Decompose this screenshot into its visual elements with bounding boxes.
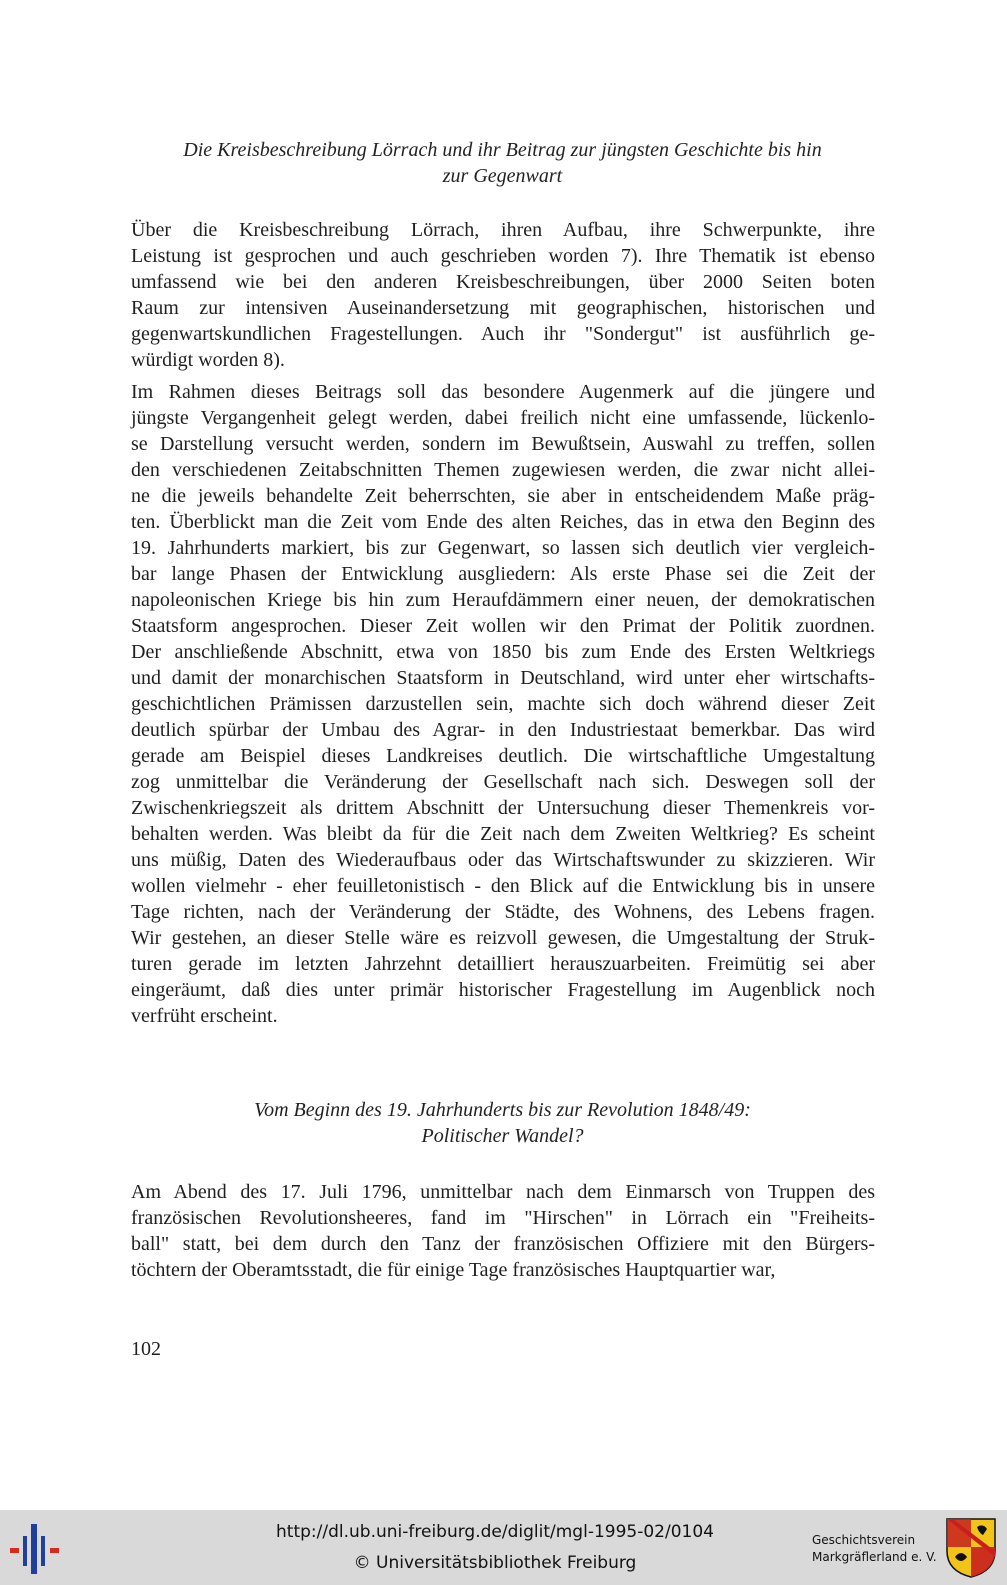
section-heading-2 — [130, 1097, 875, 1149]
paragraph-1 — [131, 217, 875, 373]
society-line: Geschichtsverein — [812, 1533, 916, 1547]
text-line: bar lange Phasen der Entwicklung ausgliedern: Als erste Phase sei die Zeit der — [131, 563, 875, 585]
heading-line: zur Gegenwart — [442, 165, 563, 187]
text-line: gegenwartskundlichen Fragestellungen. Auch ihr "Sondergut" ist ausführlich ge- — [131, 323, 875, 345]
text-line: wollen vielmehr - eher feuilletonistisch - den Blick auf die Entwicklung bis in unsere — [131, 875, 875, 897]
text-line: zog unmittelbar die Veränderung der Gesellschaft nach sich. Deswegen soll der — [131, 771, 875, 793]
text-line: jüngste Vergangenheit gelegt werden, dabei freilich nicht eine umfassende, lückenlo- — [131, 407, 875, 429]
text-line: Tage richten, nach der Veränderung der Städte, des Wohnens, des Lebens fragen. — [131, 901, 875, 923]
heading-line: Politischer Wandel? — [421, 1125, 584, 1147]
text-line: napoleonischen Kriege bis hin zum Heraufdämmern einer neuen, der demokratischen — [131, 589, 875, 611]
text-line: Der anschließende Abschnitt, etwa von 1850 bis zum Ende des Ersten Weltkriegs — [131, 641, 875, 663]
text-line: deutlich spürbar der Umbau des Agrar- in den Industriestaat bemerkbar. Das wird — [131, 719, 875, 741]
text-line: Leistung ist gesprochen und auch geschrieben worden 7). Ihre Thematik ist ebenso — [131, 245, 875, 267]
text-line: und damit der monarchischen Staatsform in Deutschland, wird unter eher wirtschafts- — [131, 667, 875, 689]
text-line: französischen Revolutionsheeres, fand im "Hirschen" in Lörrach ein "Freiheits- — [131, 1207, 875, 1229]
text-line: se Darstellung versucht werden, sondern im Bewußtsein, Auswahl zu treffen, sollen — [131, 433, 875, 455]
text-line: uns müßig, Daten des Wiederaufbaus oder das Wirtschaftswunder zu skizzieren. Wir — [131, 849, 875, 871]
text-line: Wir gestehen, an dieser Stelle wäre es reizvoll gewesen, die Umgestaltung der Struk- — [131, 927, 875, 949]
text-line: ten. Überblickt man die Zeit vom Ende des alten Reiches, das in etwa den Beginn des — [131, 511, 875, 533]
text-line: ball" statt, bei dem durch den Tanz der französischen Offiziere mit den Bürgers- — [131, 1233, 875, 1255]
text-line: Raum zur intensiven Auseinandersetzung mit geographischen, historischen und — [131, 297, 875, 319]
text-line: behalten werden. Was bleibt da für die Zeit nach dem Zweiten Weltkrieg? Es scheint — [131, 823, 875, 845]
text-line: Über die Kreisbeschreibung Lörrach, ihren Aufbau, ihre Schwerpunkte, ihre — [131, 219, 875, 241]
text-line: ne die jeweils behandelte Zeit beherrschten, sie aber in entscheidendem Maße präg- — [131, 485, 875, 507]
text-line: turen gerade im letzten Jahrzehnt detailliert herauszuarbeiten. Freimütig sei aber — [131, 953, 875, 975]
section-heading-1 — [130, 137, 875, 189]
heading-line: Die Kreisbeschreibung Lörrach und ihr Beitrag zur jüngsten Geschichte bis hin — [183, 139, 822, 161]
text-line: Staatsform angesprochen. Dieser Zeit wollen wir den Primat der Politik zuordnen. — [131, 615, 875, 637]
text-line: verfrüht erscheint. — [131, 1005, 278, 1027]
text-line: geschichtlichen Prämissen darzustellen sein, machte sich doch während dieser Zeit — [131, 693, 875, 715]
society-name — [812, 1532, 940, 1566]
text-line: Am Abend des 17. Juli 1796, unmittelbar nach dem Einmarsch von Truppen des — [131, 1181, 875, 1203]
text-line: eingeräumt, daß dies unter primär historischer Fragestellung im Augenblick noch — [131, 979, 875, 1001]
text-line: Zwischenkriegszeit als drittem Abschnitt der Untersuchung dieser Themenkreis vor- — [131, 797, 875, 819]
paragraph-2 — [131, 379, 875, 1029]
coat-of-arms-icon[interactable] — [945, 1517, 997, 1579]
page-number: 102 — [131, 1338, 161, 1360]
paragraph-3 — [131, 1179, 875, 1283]
society-line: Markgräflerland e. V. — [812, 1550, 937, 1564]
footer-bar — [0, 1510, 1007, 1585]
text-line: gerade am Beispiel dieses Landkreises deutlich. Die wirtschaftliche Umgestaltung — [131, 745, 875, 767]
heading-line: Vom Beginn des 19. Jahrhunderts bis zur Revolution 1848/49: — [254, 1099, 751, 1121]
text-line: 19. Jahrhunderts markiert, bis zur Gegenwart, so lassen sich deutlich vier vergleich- — [131, 537, 875, 559]
text-line: umfassend wie bei den anderen Kreisbeschreibungen, über 2000 Seiten boten — [131, 271, 875, 293]
text-line: töchtern der Oberamtsstadt, die für einige Tage französisches Hauptquartier war, — [131, 1259, 776, 1281]
text-line: Im Rahmen dieses Beitrags soll das besondere Augenmerk auf die jüngere und — [131, 381, 875, 403]
source-url-link[interactable]: http://dl.ub.uni-freiburg.de/diglit/mgl-1995-02/0104 — [276, 1522, 714, 1542]
text-line: würdigt worden 8). — [131, 349, 285, 371]
ub-freiburg-logo-icon[interactable] — [10, 1524, 66, 1574]
copyright-notice: © Universitätsbibliothek Freiburg — [353, 1553, 637, 1573]
text-line: den verschiedenen Zeitabschnitten Themen zugewiesen werden, die zwar nicht allei- — [131, 459, 875, 481]
